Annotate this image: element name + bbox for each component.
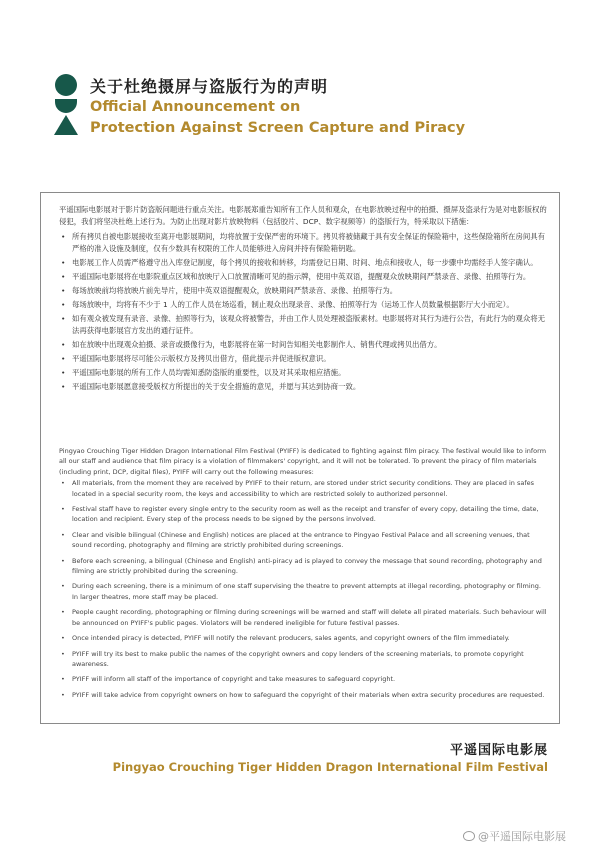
list-item: • 平遥国际电影展将在电影院重点区域和放映厅入口放置清晰可见的指示牌，使用中英双语，提醒观众放映期间严禁录音、录像、拍照等行为。 xyxy=(59,271,549,283)
chinese-section xyxy=(59,204,549,395)
list-item: • 所有拷贝自被电影展接收至离开电影展期间，均将放置于安保严密的环境下。拷贝将被储藏于具有安全保证的保险箱中，这些保险箱所在房间具有严格的准入设施及制度，仅有少数具有权限的工作人员能够进入房间并持有保险箱钥匙。 xyxy=(59,231,549,256)
english-measures-list xyxy=(59,478,549,700)
list-item: • 平遥国际电影展的所有工作人员均需知悉防盗版的重要性，以及对其采取相应措施。 xyxy=(59,367,549,379)
list-item: • Festival staff have to register every single entry to the security room as well as the receipt and transfer of every copy, detailing the time, date, location and recipient. Every step of the process needs to be signed by the persons involved. xyxy=(59,504,549,525)
list-item: • 电影展工作人员需严格遵守出入库登记制度，每个拷贝的接收和转移，均需登记日期、时间、地点和接收人，每一步骤中均需经手人签字确认。 xyxy=(59,257,549,269)
title-english-line-1: Official Announcement on xyxy=(90,99,301,115)
page-title-english xyxy=(90,97,465,139)
list-item: • 如有观众被发现有录音、录像、拍照等行为，该观众将被警告，并由工作人员处理被盗版素材。电影展将对其行为进行公告，有此行为的观众将无法再获得电影展官方发出的通行证件。 xyxy=(59,313,549,338)
page-title-chinese: 关于杜绝摄屏与盗版行为的声明 xyxy=(90,77,329,96)
logo-leaf-left xyxy=(55,99,66,113)
list-item: • 平遥国际电影展愿意接受版权方所提出的关于安全措施的意见，并愿与其达到协商一致。 xyxy=(59,381,549,393)
list-item: • PYIFF will take advice from copyright owners on how to safeguard the copyright of their materials when extra security procedures are requested. xyxy=(59,690,549,700)
list-item: • Once intended piracy is detected, PYIFF will notify the relevant producers, sales agents, and copyright owners of the film immediately. xyxy=(59,633,549,643)
festival-name-chinese: 平遥国际电影展 xyxy=(449,743,548,758)
festival-name-english: Pingyao Crouching Tiger Hidden Dragon International Film Festival xyxy=(112,760,548,774)
list-item: • Clear and visible bilingual (Chinese and English) notices are placed at the entrance to Pingyao Festival Palace and all screening venues, that sound recording, photography and filming are strictly prohibited during screenings. xyxy=(59,530,549,551)
list-item: • 平遥国际电影展将尽可能公示版权方及拷贝出借方，借此提示并促进版权意识。 xyxy=(59,353,549,365)
weibo-icon xyxy=(463,831,475,841)
english-intro: Pingyao Crouching Tiger Hidden Dragon International Film Festival (PYIFF) is dedicated to fighting against film piracy. The festival would like to inform all our staff and audience that film piracy is a violation of filmmakers' copyright, and it will not be tolerated. To prevent the piracy of film materials (including print, DCP, digital files), PYIFF will carry out the following measures: xyxy=(59,447,547,476)
english-section xyxy=(59,446,549,705)
logo-leaf-right xyxy=(66,99,77,113)
list-item: • All materials, from the moment they are received by PYIFF to their return, are stored under strict security conditions. They are placed in safes located in a special security room, the keys and accessibility to which are restricted solely to authorized personnel. xyxy=(59,478,549,499)
list-item: • 每场放映前均将放映片前先导片，使用中英双语提醒观众，放映期间严禁录音、录像、拍照等行为。 xyxy=(59,285,549,297)
list-item: • PYIFF will try its best to make public the names of the copyright owners and copy lenders of the screening materials, to promote copyright awareness. xyxy=(59,649,549,670)
list-item: • PYIFF will inform all staff of the importance of copyright and take measures to safeguard copyright. xyxy=(59,674,549,684)
festival-logo xyxy=(54,74,78,136)
logo-triangle xyxy=(54,115,78,135)
title-english-line-2: Protection Against Screen Capture and Piracy xyxy=(90,120,466,136)
watermark-text: @平遥国际电影展 xyxy=(478,830,566,843)
list-item: • 如在放映中出现观众拍摄、录音或摄像行为，电影展将在第一时间告知相关电影制作人、销售代理或拷贝出借方。 xyxy=(59,339,549,351)
weibo-watermark xyxy=(463,828,566,844)
list-item: • People caught recording, photographing or filming during screenings will be warned and staff will delete all pirated materials. Such behaviour will be announced on PYIFF's public pages. Violators will be rendered ineligible for future festival passes. xyxy=(59,607,549,628)
list-item: • During each screening, there is a minimum of one staff supervising the theatre to prevent attempts at illegal recording, photography or filming. In larger theatres, more staff may be placed. xyxy=(59,581,549,602)
logo-circle xyxy=(55,74,77,96)
list-item: • 每场放映中，均将有不少于 1 人的工作人员在场巡看，制止观众出现录音、录像、拍照等行为（运场工作人员数量根据影厅大小而定）。 xyxy=(59,299,549,311)
list-item: • Before each screening, a bilingual (Chinese and English) anti-piracy ad is played to convey the message that sound recording, photography and filming are strictly prohibited during the screening. xyxy=(59,556,549,577)
chinese-measures-list xyxy=(59,231,549,393)
chinese-intro: 平遥国际电影展对于影片防盗版问题进行重点关注。电影展郑重告知所有工作人员和观众，在电影放映过程中的拍摄、摄屏及盗录行为是对电影版权的侵犯，我们将坚决杜绝上述行为。为防止出现对影片放映物料（包括胶片、DCP、数字视频等）的盗版行为，特采取以下措施： xyxy=(59,205,547,227)
